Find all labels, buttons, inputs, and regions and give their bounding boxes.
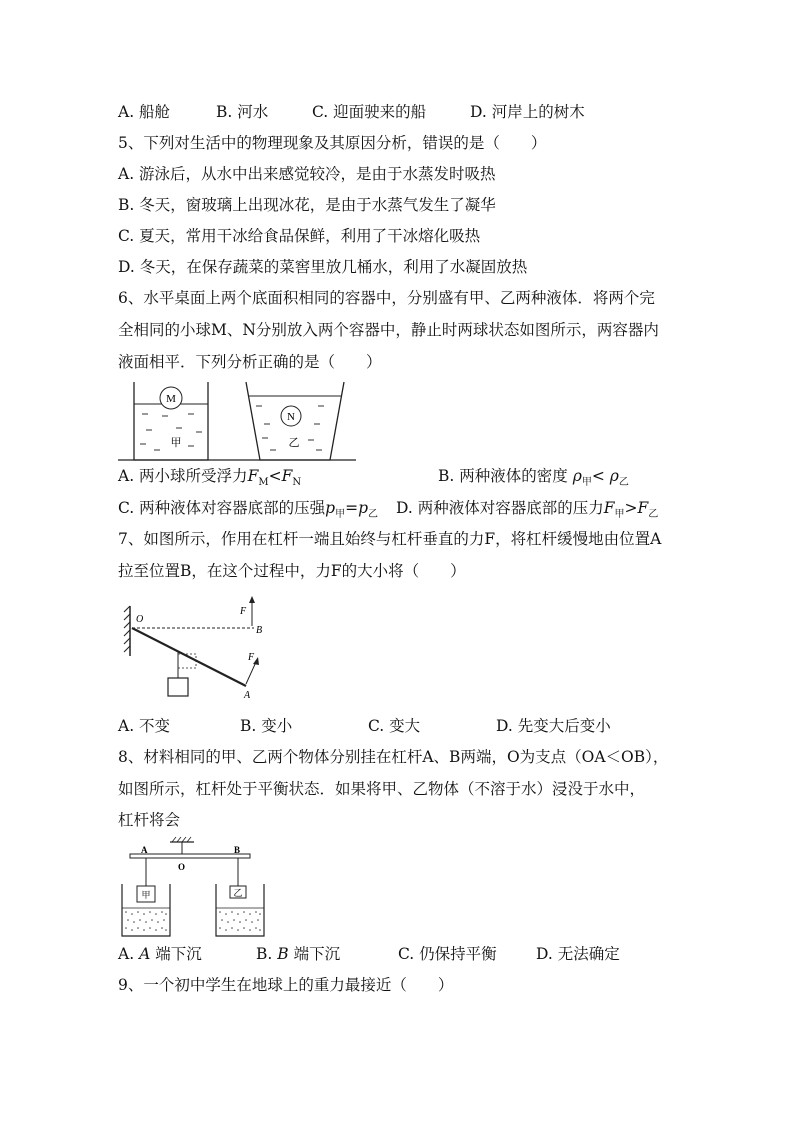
q7-option-d: D. 先变大后变小 [496, 717, 611, 735]
q6-stem-line-2: 全相同的小球M、N分别放入两个容器中，静止时两球状态如图所示，两容器内 [118, 321, 659, 339]
q4-option-d: D. 河岸上的树木 [470, 103, 585, 121]
q8-option-b: B. B 端下沉 [256, 945, 341, 963]
q6-option-c: C. 两种液体对容器底部的压强$p_甲=p_乙$ [118, 499, 379, 521]
q7-option-a: A. 不变 [118, 717, 171, 735]
q5-stem: 5、下列对生活中的物理现象及其原因分析，错误的是（ ） [118, 134, 547, 152]
q5-option-c: C. 夏天，常用干冰给食品保鲜，利用了干冰熔化吸热 [118, 227, 481, 245]
q8-option-c: C. 仍保持平衡 [398, 945, 497, 963]
q7-stem-line-2: 拉至位置B，在这个过程中，力F的大小将（ ） [118, 562, 466, 580]
liquid-yi-label: 乙 [288, 436, 300, 449]
pivot-o-label: O [136, 614, 144, 625]
q6-figure-containers [118, 378, 358, 464]
object-jia-label: 甲 [141, 891, 151, 901]
position-a-label: A [244, 690, 251, 701]
q8-stem-line-1: 8、材料相同的甲、乙两个物体分别挂在杠杆A、B两端，O为支点（OA＜OB）， [118, 748, 669, 766]
q5-option-d: D. 冬天，在保存蔬菜的菜窖里放几桶水，利用了水凝固放热 [118, 258, 528, 276]
q5-option-a: A. 游泳后，从水中出来感觉较冷，是由于水蒸发时吸热 [118, 165, 496, 183]
force-f-top-label: F [240, 606, 247, 617]
q8-stem-line-2: 如图所示，杠杆处于平衡状态．如果将甲、乙物体（不溶于水）浸没于水中， [118, 780, 646, 798]
q7-stem-line-1: 7、如图所示，作用在杠杆一端且始终与杠杆垂直的力F，将杠杆缓慢地由位置A [118, 530, 662, 548]
q5-option-b: B. 冬天，窗玻璃上出现冰花，是由于水蒸气发生了凝华 [118, 196, 496, 214]
q4-option-a: A. 船舱 [118, 103, 171, 121]
object-yi-label: 乙 [233, 889, 243, 899]
position-b-label: B [256, 625, 263, 636]
q8-figure-balance [118, 836, 278, 940]
end-b-label: B [234, 845, 241, 855]
force-f-bottom-label: F [248, 652, 255, 663]
q6-stem-line-3: 液面相平．下列分析正确的是（ ） [118, 353, 382, 371]
ball-n-label: N [287, 411, 295, 423]
liquid-jia-label: 甲 [170, 436, 182, 449]
end-a-label: A [141, 845, 148, 855]
q4-option-b: B. 河水 [216, 103, 269, 121]
ball-m-label: M [166, 393, 176, 405]
q7-option-c: C. 变大 [368, 717, 421, 735]
q6-stem-line-1: 6、水平桌面上两个底面积相同的容器中，分别盛有甲、乙两种液体．将两个完 [118, 289, 655, 307]
q6-option-a: A. 两小球所受浮力$F_M<F_N$ [118, 467, 302, 489]
q7-option-b: B. 变小 [240, 717, 293, 735]
q8-option-d: D. 无法确定 [536, 945, 620, 963]
q8-stem-line-3: 杠杆将会 [118, 811, 181, 829]
q7-figure-lever [122, 592, 282, 706]
q8-option-a: A. A 端下沉 [118, 945, 202, 963]
pivot-o-label: O [178, 862, 186, 872]
q9-stem: 9、一个初中学生在地球上的重力最接近（ ） [118, 976, 454, 994]
q4-option-c: C. 迎面驶来的船 [312, 103, 427, 121]
q6-option-d: D. 两种液体对容器底部的压力$F_甲>F_乙$ [396, 499, 659, 521]
q6-option-b: B. 两种液体的密度 $\rho_甲< \rho_乙$ [438, 467, 629, 489]
